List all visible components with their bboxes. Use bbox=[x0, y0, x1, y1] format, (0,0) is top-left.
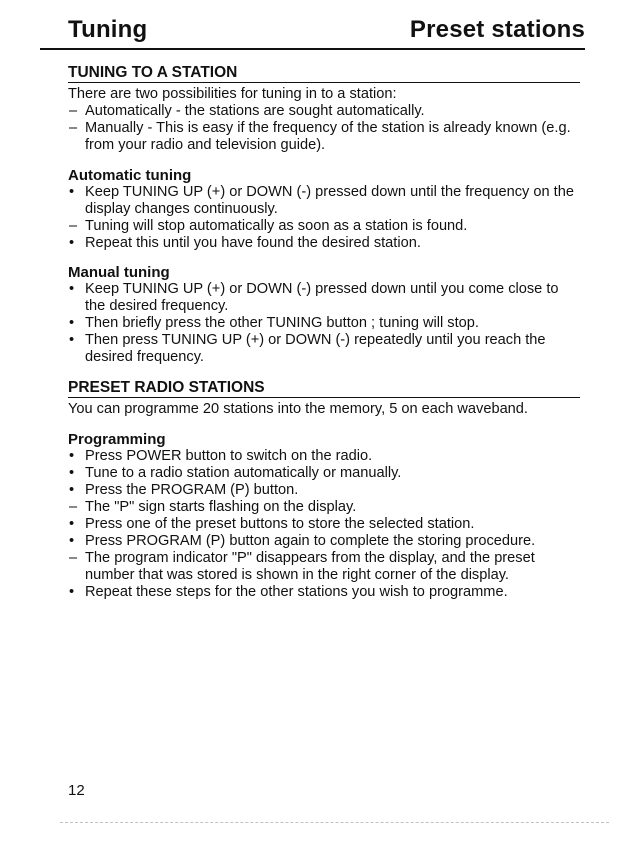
page-content bbox=[68, 64, 580, 601]
list-item-text: Repeat these steps for the other stations you wish to programme. bbox=[85, 584, 508, 600]
list-item bbox=[68, 533, 580, 550]
list-item-text: Automatically - the stations are sought automatically. bbox=[85, 103, 425, 119]
section-title-preset: PRESET RADIO STATIONS bbox=[68, 379, 580, 398]
preset-intro: You can programme 20 stations into the memory, 5 on each waveband. bbox=[68, 401, 528, 417]
list-item-text: The program indicator "P" disappears from the display, and the preset number that was stored is shown in the right corner of the display. bbox=[85, 550, 535, 583]
list-mark: • bbox=[69, 281, 75, 297]
list-mark: • bbox=[69, 465, 75, 481]
list-mark: – bbox=[69, 103, 78, 119]
list-item-text: Manually - This is easy if the frequency of the station is already known (e.g. from your radio and television guide). bbox=[85, 120, 571, 153]
list-mark: – bbox=[69, 499, 78, 515]
automatic-tuning-heading: Automatic tuning bbox=[68, 167, 192, 184]
list-item-text: The "P" sign starts flashing on the display. bbox=[85, 499, 357, 515]
footer-divider bbox=[60, 822, 609, 823]
list-mark: • bbox=[69, 516, 75, 532]
list-item bbox=[68, 184, 580, 218]
list-item-text: Keep TUNING UP (+) or DOWN (-) pressed down until you come close to the desired frequency. bbox=[85, 281, 559, 314]
header-right-title: Preset stations bbox=[409, 16, 585, 43]
manual-tuning-heading: Manual tuning bbox=[68, 264, 170, 281]
list-item bbox=[68, 120, 580, 154]
list-item-text: Repeat this until you have found the desired station. bbox=[85, 235, 421, 251]
list-item bbox=[68, 584, 580, 601]
list-item bbox=[68, 315, 580, 332]
list-item bbox=[68, 516, 580, 533]
list-item bbox=[68, 465, 580, 482]
header-left-title: Tuning bbox=[68, 16, 148, 43]
list-item bbox=[68, 482, 580, 499]
manual-tuning-list bbox=[68, 281, 580, 366]
list-item bbox=[68, 281, 580, 315]
list-item-text: Tune to a radio station automatically or manually. bbox=[85, 465, 402, 481]
list-mark: – bbox=[69, 120, 78, 136]
list-item bbox=[68, 332, 580, 366]
list-item bbox=[68, 235, 580, 252]
list-item-text: Press PROGRAM (P) button again to complete the storing procedure. bbox=[85, 533, 536, 549]
list-mark: • bbox=[69, 235, 75, 251]
tuning-options-list bbox=[68, 103, 580, 154]
list-item-text: Press one of the preset buttons to store the selected station. bbox=[85, 516, 475, 532]
tuning-intro: There are two possibilities for tuning in to a station: bbox=[68, 86, 397, 102]
list-mark: • bbox=[69, 315, 75, 331]
list-item-text: Then briefly press the other TUNING button ; tuning will stop. bbox=[85, 315, 479, 331]
list-item-text: Tuning will stop automatically as soon as a station is found. bbox=[85, 218, 468, 234]
page-header bbox=[40, 14, 585, 50]
automatic-tuning-list bbox=[68, 184, 580, 252]
list-mark: • bbox=[69, 533, 75, 549]
page-number: 12 bbox=[68, 782, 85, 799]
list-mark: – bbox=[69, 218, 78, 234]
list-mark: • bbox=[69, 184, 75, 200]
list-mark: • bbox=[69, 584, 75, 600]
programming-list bbox=[68, 448, 580, 601]
list-item-text: Keep TUNING UP (+) or DOWN (-) pressed down until the frequency on the display changes continuously. bbox=[85, 184, 574, 217]
list-mark: – bbox=[69, 550, 78, 566]
list-mark: • bbox=[69, 482, 75, 498]
list-item bbox=[68, 499, 580, 516]
list-item-text: Press the PROGRAM (P) button. bbox=[85, 482, 299, 498]
list-item bbox=[68, 103, 580, 120]
list-mark: • bbox=[69, 332, 75, 348]
list-item bbox=[68, 218, 580, 235]
list-item-text: Then press TUNING UP (+) or DOWN (-) repeatedly until you reach the desired frequency. bbox=[85, 332, 546, 365]
list-item bbox=[68, 550, 580, 584]
list-item-text: Press POWER button to switch on the radio. bbox=[85, 448, 373, 464]
list-item bbox=[68, 448, 580, 465]
list-mark: • bbox=[69, 448, 75, 464]
section-title-tuning: TUNING TO A STATION bbox=[68, 64, 580, 83]
programming-heading: Programming bbox=[68, 431, 166, 448]
